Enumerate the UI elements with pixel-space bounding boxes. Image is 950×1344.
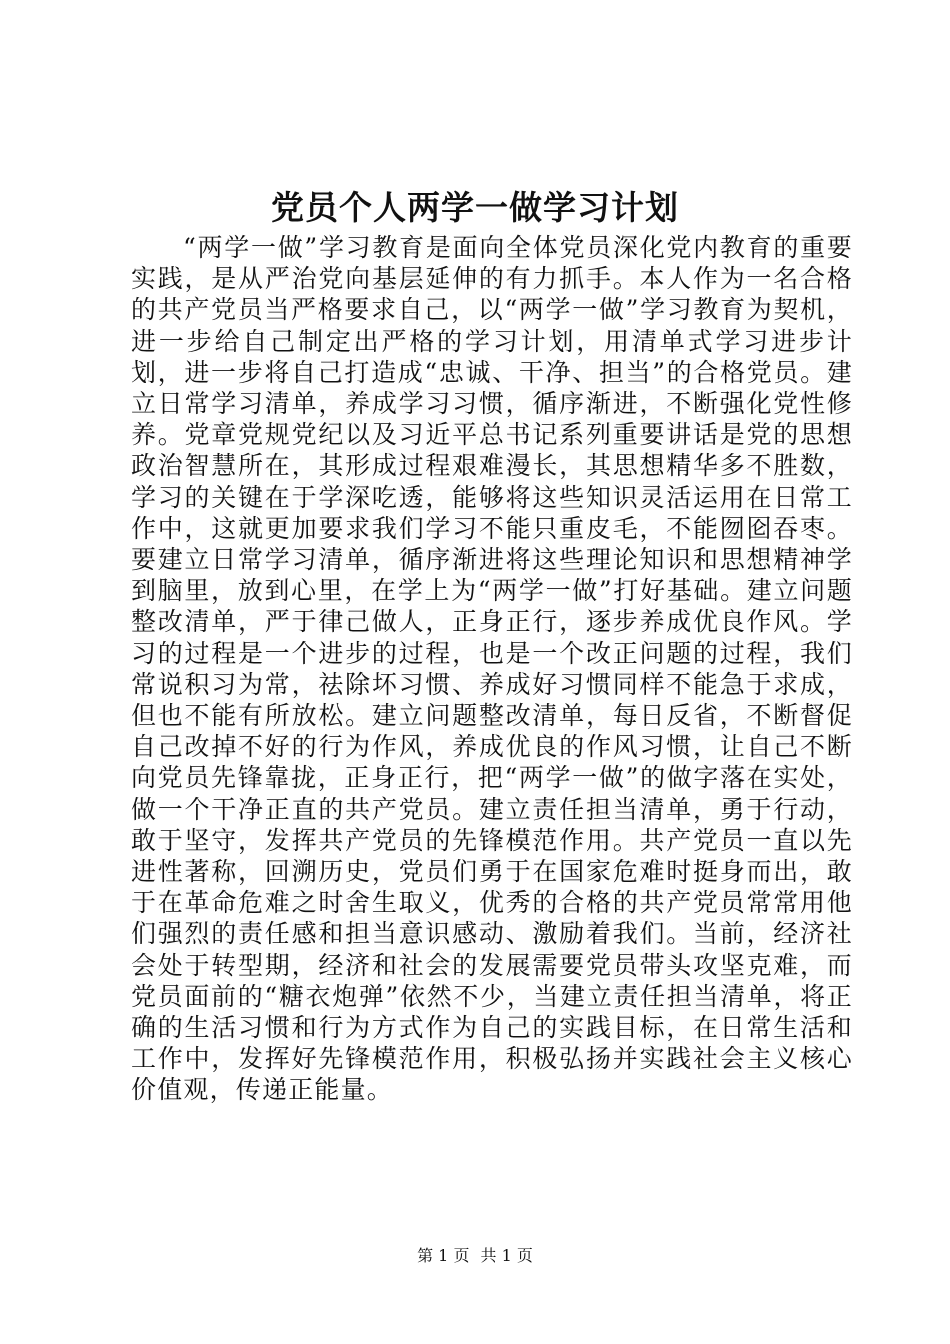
page-number: 第 1 页 <box>417 1246 470 1265</box>
body-paragraph: “两学一做”学习教育是面向全体党员深化党内教育的重要实践，是从严治党向基层延伸的有力抓手。本人作为一名合格的共产党员当严格要求自己，以“两学一做”学习教育为契机，进一步给自己制定出严格的学习计划，用清单式学习进步计划，进一步将自己打造成“忠诚、干净、担当”的合格党员。建立日常学习清单，养成学习习惯，循序渐进，不断强化党性修养。党章党规党纪以及习近平总书记系列重要讲话是党的思想政治智慧所在，其形成过程艰难漫长，其思想精华多不胜数，学习的关键在于学深吃透，能够将这些知识灵活运用在日常工作中，这就更加要求我们学习不能只重皮毛，不能囫囵吞枣。要建立日常学习清单，循序渐进将这些理论知识和思想精神学到脑里，放到心里，在学上为“两学一做”打好基础。建立问题整改清单，严于律己做人，正身正行，逐步养成优良作风。学习的过程是一个进步的过程，也是一个改正问题的过程，我们常说积习为常，祛除坏习惯、养成好习惯同样不能急于求成，但也不能有所放松。建立问题整改清单，每日反省，不断督促自己改掉不好的行为作风，养成优良的作风习惯，让自己不断向党员先锋靠拢，正身正行，把“两学一做”的做字落在实处，做一个干净正直的共产党员。建立责任担当清单，勇于行动，敢于坚守，发挥共产党员的先锋模范作用。共产党员一直以先进性著称，回溯历史，党员们勇于在国家危难时挺身而出，敢于在革命危难之时舍生取义，优秀的合格的共产党员常常用他们强烈的责任感和担当意识感动、激励着我们。当前，经济社会处于转型期，经济和社会的发展需要党员带头攻坚克难，而党员面前的“糖衣炮弹”依然不少，当建立责任担当清单，将正确的生活习惯和行为方式作为自己的实践目标，在日常生活和工作中，发挥好先锋模范作用，积极弘扬并实践社会主义核心价值观，传递正能量。 <box>131 233 853 1105</box>
document-body <box>131 232 853 1106</box>
page-total: 共 1 页 <box>480 1246 533 1265</box>
document-title: 党员个人两学一做学习计划 <box>271 188 679 227</box>
page-footer <box>0 1245 950 1267</box>
